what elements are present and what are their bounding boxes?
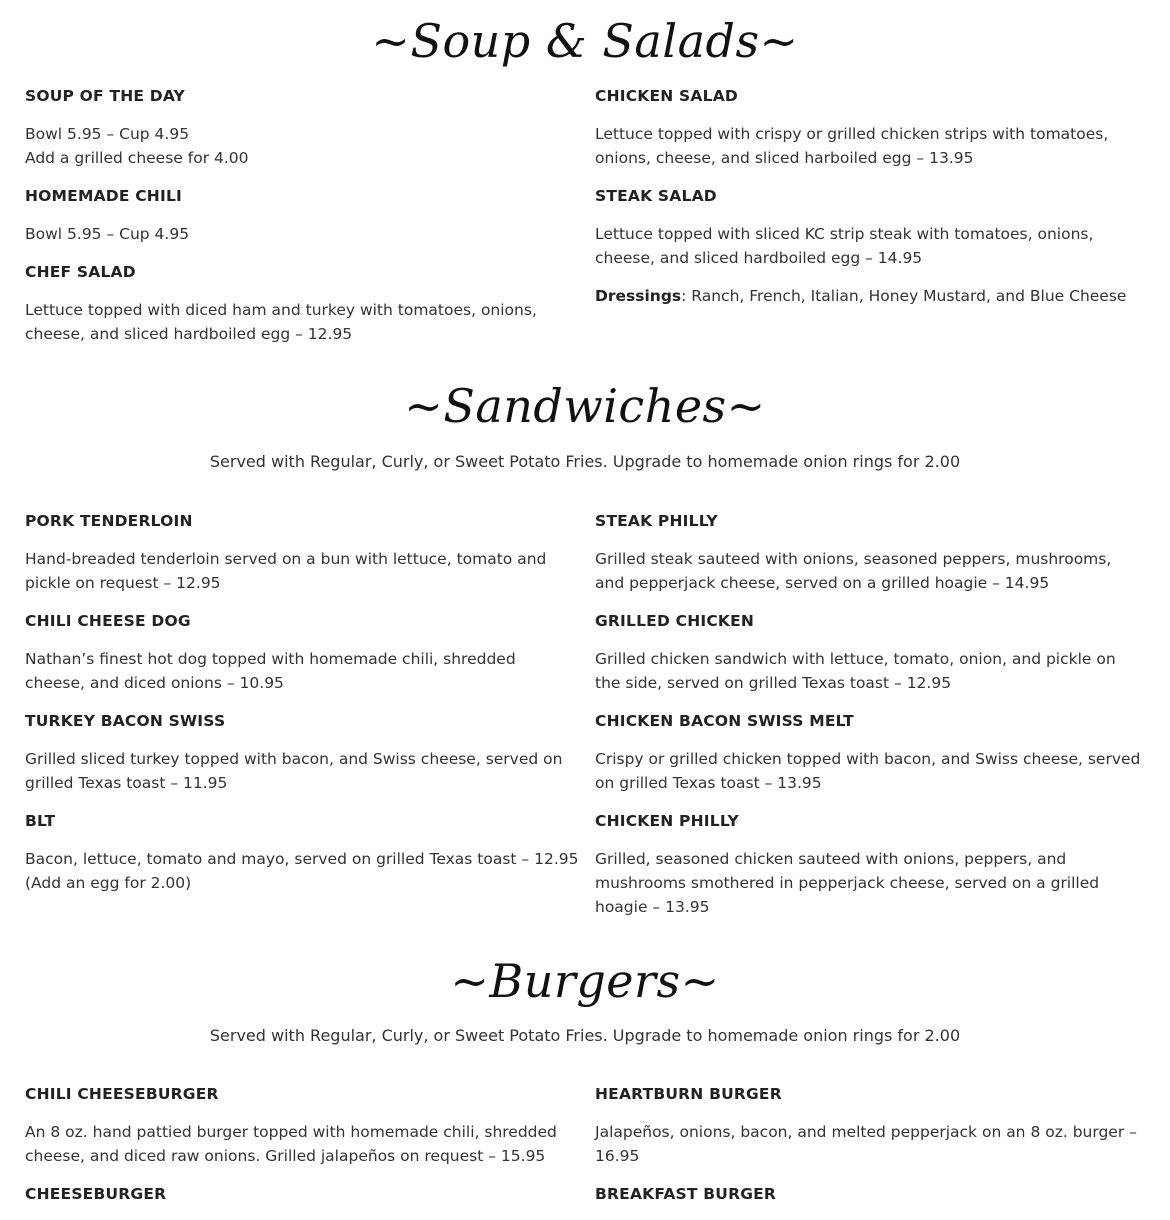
menu-item-name: CHILI CHEESEBURGER	[25, 1085, 219, 1103]
dressings-label: Dressings	[595, 287, 682, 305]
menu-item-description: Grilled, seasoned chicken sauteed with onions, peppers, and mushrooms smothered in pepperjack cheese, served on a grilled hoagie – 13.95	[595, 850, 1100, 916]
menu-item-description: Grilled chicken sandwich with lettuce, tomato, onion, and pickle on the side, served on grilled Texas toast – 12.95	[595, 650, 1116, 692]
menu-item	[25, 509, 580, 595]
menu-item-description: An 8 oz. hand pattied burger topped with homemade chili, shredded cheese, and diced raw onions. Grilled jalapeños on request – 15.95	[25, 1123, 557, 1165]
menu-item	[25, 809, 580, 895]
menu-item	[25, 84, 580, 170]
burgers-right-column	[595, 1082, 1145, 1220]
menu-item-description: Grilled steak sauteed with onions, seasoned peppers, mushrooms, and pepperjack cheese, served on a grilled hoagie – 14.95	[595, 550, 1112, 592]
menu-item-description: Lettuce topped with diced ham and turkey with tomatoes, onions, cheese, and sliced hardboiled egg – 12.95	[25, 301, 537, 343]
menu-item-name: STEAK PHILLY	[595, 512, 718, 530]
menu-item-name: PORK TENDERLOIN	[25, 512, 193, 530]
menu-item-name: STEAK SALAD	[595, 187, 717, 205]
menu-item	[595, 709, 1145, 795]
menu-item	[595, 84, 1145, 170]
sandwiches-subtitle: Served with Regular, Curly, or Sweet Potato Fries. Upgrade to homemade onion rings for 2.00	[209, 452, 961, 471]
menu-item-description: Crispy or grilled chicken topped with bacon, and Swiss cheese, served on grilled Texas toast – 13.95	[595, 750, 1141, 792]
burgers-left-column	[25, 1082, 580, 1220]
menu-item	[595, 509, 1145, 595]
menu-item	[595, 1082, 1145, 1168]
menu-item-name: GRILLED CHICKEN	[595, 612, 755, 630]
menu-item-name: CHICKEN PHILLY	[595, 812, 739, 830]
dressings-line	[595, 284, 1145, 308]
menu-item-description: Bowl 5.95 – Cup 4.95 Add a grilled cheese for 4.00	[25, 125, 249, 167]
menu-item-description: Grilled sliced turkey topped with bacon, and Swiss cheese, served on grilled Texas toast – 11.95	[25, 750, 563, 792]
dressings-list: : Ranch, French, Italian, Honey Mustard, and Blue Cheese	[681, 287, 1127, 305]
menu-item-name: CHILI CHEESE DOG	[25, 612, 191, 630]
menu-item-name: BREAKFAST BURGER	[595, 1185, 777, 1203]
soup-salads-left-column	[25, 84, 580, 360]
menu-item	[25, 709, 580, 795]
menu-item-name: BLT	[25, 812, 56, 830]
menu-item-name: CHEF SALAD	[25, 263, 136, 281]
menu-item-name: CHEESEBURGER	[25, 1185, 167, 1203]
menu-item-description: Jalapeños, onions, bacon, and melted pepperjack on an 8 oz. burger – 16.95	[595, 1123, 1137, 1165]
menu-item-description: Bowl 5.95 – Cup 4.95	[25, 225, 190, 243]
burgers-subtitle: Served with Regular, Curly, or Sweet Potato Fries. Upgrade to homemade onion rings for 2.00	[209, 1026, 961, 1045]
menu-item-name: HOMEMADE CHILI	[25, 187, 182, 205]
menu-item-name: CHICKEN SALAD	[595, 87, 738, 105]
menu-item	[25, 260, 580, 346]
menu-item-name: CHICKEN BACON SWISS MELT	[595, 712, 854, 730]
menu-item	[25, 609, 580, 695]
section-title-burgers: ~Burgers~	[450, 954, 720, 1008]
soup-salads-right-column	[595, 84, 1145, 322]
menu-item	[595, 184, 1145, 270]
menu-item	[595, 1182, 1145, 1206]
menu-item	[25, 184, 580, 246]
menu-item-description: Hand-breaded tenderloin served on a bun with lettuce, tomato and pickle on request – 12.95	[25, 550, 547, 592]
menu-item-description: Nathan’s finest hot dog topped with homemade chili, shredded cheese, and diced onions – 10.95	[25, 650, 516, 692]
menu-item-name: TURKEY BACON SWISS	[25, 712, 226, 730]
menu-item	[25, 1182, 580, 1206]
menu-item-name: HEARTBURN BURGER	[595, 1085, 782, 1103]
menu-item-description: Lettuce topped with sliced KC strip steak with tomatoes, onions, cheese, and sliced hardboiled egg – 14.95	[595, 225, 1094, 267]
section-title-soup-salads: ~Soup & Salads~	[371, 14, 799, 68]
menu-item	[595, 809, 1145, 919]
menu-item-name: SOUP OF THE DAY	[25, 87, 185, 105]
menu-item	[595, 609, 1145, 695]
menu-item	[25, 1082, 580, 1168]
menu-item-description: Lettuce topped with crispy or grilled chicken strips with tomatoes, onions, cheese, and sliced harboiled egg – 13.95	[595, 125, 1109, 167]
menu-item-description: Bacon, lettuce, tomato and mayo, served on grilled Texas toast – 12.95 (Add an egg for 2.00)	[25, 850, 579, 892]
sandwiches-right-column	[595, 509, 1145, 933]
section-title-sandwiches: ~Sandwiches~	[404, 379, 766, 433]
sandwiches-left-column	[25, 509, 580, 909]
